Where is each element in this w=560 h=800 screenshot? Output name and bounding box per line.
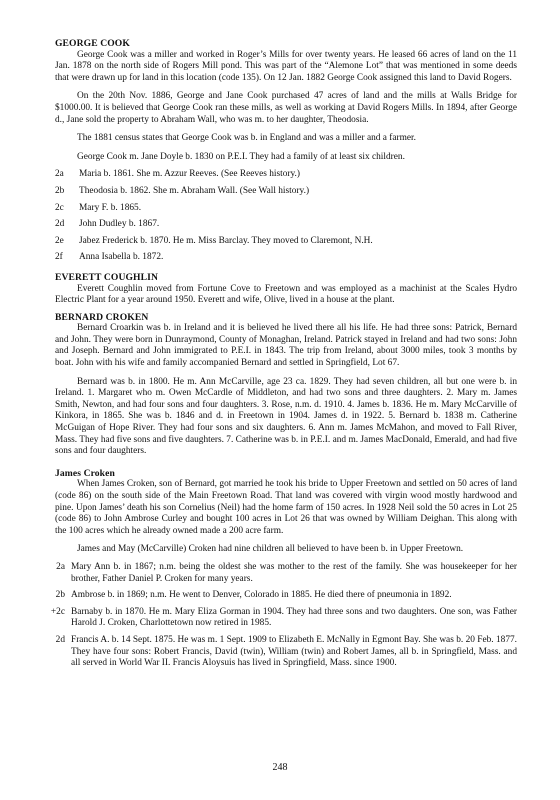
james-paragraph-2: James and May (McCarville) Croken had nine children all believed to have been b. in Upper Freetown. — [77, 544, 464, 555]
george-paragraph-2: On the 20th Nov. 1886, George and Jane Cook purchased 47 acres of land and the mills at Walls Bridge for $1000.00. It is believed that George Cook ran these mills, as well as working at David Rogers Mills. In 1894, after George d., Jane sold the property to Abraham Wall, who was m. to her daughter, Theodosia. — [55, 91, 517, 125]
bernard-paragraph-1: Bernard Croarkin was b. in Ireland and it is believed he lived there all his life. He had three sons: Patrick, Bernard and John. They were born in Dunraymond, County of Monaghan, Ireland. Patrick stayed in Ireland and had two sons: John and Joseph. Bernard and John immigrated to P.E.I. in 1843. The trip from Ireland, about 3000 miles, took 3 months by boat. John with his wife and family accompanied Bernard and settled in Springfield, Lot 67. — [55, 323, 517, 369]
george-children-list — [55, 169, 517, 264]
heading-james-croken: James Croken — [55, 467, 115, 479]
james-paragraph-1: When James Croken, son of Bernard, got married he took his bride to Upper Freetown and settled on 50 acres of land (code 86) on the south side of the Main Freetown Road. That land was covered with virgin wood mostly hardwood and pine. Upon James’ death his son Cornelius (Neil) had the home farm of 150 acres. In 1928 Neil sold the 50 acres in Lot 25 (code 86) to John Ambrose Curley and bought 100 acres in Lot 26 that was owned by William Deighan. This along with the 100 acres which he already owned made a 200 acre farm. — [55, 479, 517, 536]
list-item: 2e Jabez Frederick b. 1870. He m. Miss Barclay. They moved to Claremont, N.H. — [55, 235, 373, 246]
george-paragraph-4: George Cook m. Jane Doyle b. 1830 on P.E.I. They had a family of at least six children. — [77, 151, 405, 162]
bernard-paragraph-2: Bernard was b. in 1800. He m. Ann McCarville, age 23 ca. 1829. They had seven children, all but one were b. in Ireland. 1. Margaret who m. Owen McCardle of Middleton, and had two sons and three daughters. 2. Mary m. James Smith, Newton, and had four sons and four daughters. 3. Rose, n.m. d. 1910. 4. James b. 1836. He m. Mary McCarville of Kinkora, in 1865. She was b. 1846 and d. in Freetown in 1904. James d. in 1922. 5. Bernard b. 1838 m. Catherine McGuigan of Hope River. They had four sons and six daughters. 6. Ann m. James McMahon, and moved to Fall River, Mass. They had five sons and five daughters. 7. Catherine was b. in P.E.I. and m. James MacDonald, Emerald, and had five sons and four daughters. — [55, 376, 517, 457]
list-item: 2d Francis A. b. 14 Sept. 1875. He was m. 1 Sept. 1909 to Elizabeth E. McNally in Egmont Bay. She was b. 20 Feb. 1877. They have four sons: Robert Francis, David (twin), William (twin) and Robert James, all b. in Springfield, Mass. and all served in World War II. Francis Aloysuis has lived in Springfield, Mass. since 1900. — [55, 634, 517, 669]
george-paragraph-1: George Cook was a miller and worked in Roger’s Mills for over twenty years. He leased 66 acres of land on the 11 Jan. 1878 on the north side of Rogers Mill pond. This was part of the “Alemone Lot” that was mentioned in some deeds that were drawn up for land in this location (code 135). On 12 Jan. 1882 George Cook assigned this land to David Rogers. — [55, 49, 517, 83]
heading-george-cook: GEORGE COOK — [55, 38, 130, 49]
george-paragraph-3: The 1881 census states that George Cook was b. in England and was a miller and a farmer. — [77, 133, 416, 144]
list-item: 2a Mary Ann b. in 1867; n.m. being the oldest she was mother to the rest of the family. She was housekeeper for her brother, Father Daniel P. Croken for many years. — [56, 561, 517, 584]
list-item: +2c Barnaby b. in 1870. He m. Mary Eliza Gorman in 1904. They had three sons and two daughters. One son, was Father Harold J. Croken, Charlottetown now retired in 1985. — [50, 606, 517, 629]
list-item: 2b Ambrose b. in 1869; n.m. He went to Denver, Colorado in 1885. He died there of pneumonia in 1892. — [55, 590, 452, 601]
page-number: 248 — [272, 762, 288, 773]
heading-bernard-croken: BERNARD CROKEN — [55, 311, 149, 323]
heading-everett-coughlin: EVERETT COUGHLIN — [55, 271, 158, 283]
list-item: 2f Anna Isabella b. 1872. — [55, 252, 164, 263]
list-item: 2a Maria b. 1861. She m. Azzur Reeves. (See Reeves history.) — [55, 169, 300, 180]
list-item: 2c Mary F. b. 1865. — [55, 202, 142, 213]
everett-paragraph-1: Everett Coughlin moved from Fortune Cove to Freetown and was employed as a machinist at the Scales Hydro Electric Plant for a year around 1950. Everett and wife, Olive, lived in a house at the plant. — [55, 283, 517, 306]
page-content — [50, 38, 517, 675]
list-item: 2b Theodosia b. 1862. She m. Abraham Wall. (See Wall history.) — [55, 185, 310, 196]
james-children-list — [50, 561, 517, 670]
list-item: 2d John Dudley b. 1867. — [55, 219, 160, 230]
